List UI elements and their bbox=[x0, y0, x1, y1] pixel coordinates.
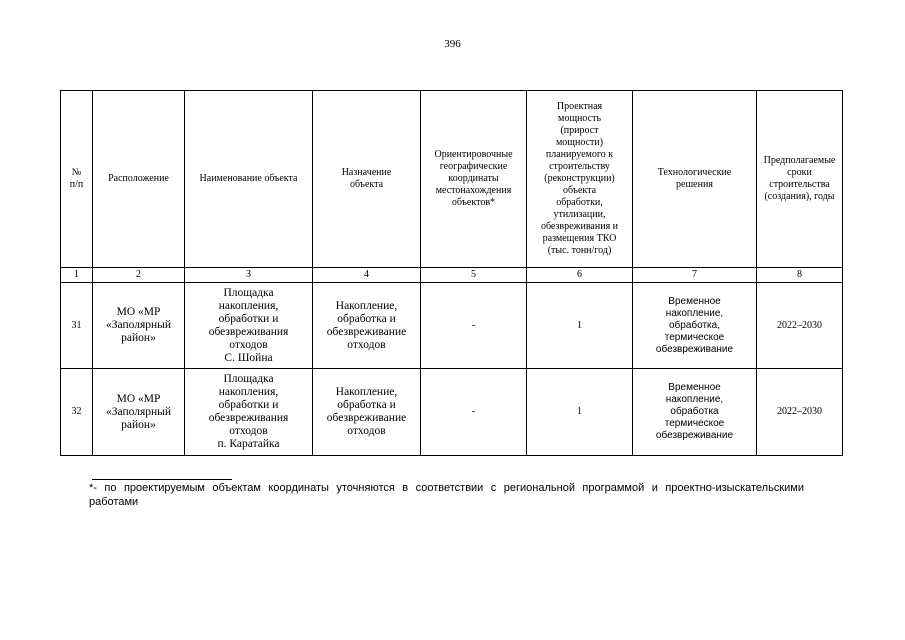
text-line: мощность bbox=[558, 113, 601, 124]
header-cell bbox=[185, 91, 313, 268]
column-number: 8 bbox=[757, 268, 843, 283]
header-coords bbox=[423, 149, 524, 209]
text-line: «Заполярный bbox=[105, 405, 172, 418]
text-line: обезвреживания и bbox=[540, 221, 619, 232]
text-line: (реконструкции) bbox=[544, 173, 615, 184]
text-line: объекта bbox=[349, 179, 384, 190]
row-location bbox=[93, 369, 185, 456]
text-line: Расположение bbox=[108, 173, 169, 184]
text-line: строительству bbox=[549, 161, 610, 172]
row-capacity: 1 bbox=[527, 283, 633, 369]
text-line: объектов* bbox=[451, 197, 496, 208]
text-line: Временное bbox=[668, 382, 721, 393]
column-number: 4 bbox=[313, 268, 421, 283]
row-coordinates: - bbox=[421, 283, 527, 369]
text-line: накопления, bbox=[218, 299, 279, 312]
column-number: 1 bbox=[61, 268, 93, 283]
row-purpose bbox=[313, 283, 421, 369]
row-technology bbox=[633, 283, 757, 369]
text-line: строительства bbox=[769, 179, 830, 190]
text-line: п. Каратайка bbox=[217, 438, 280, 450]
page-number: 396 bbox=[444, 38, 461, 50]
text-line: п/п bbox=[69, 179, 84, 190]
column-number: 3 bbox=[185, 268, 313, 283]
header-cell bbox=[61, 91, 93, 268]
table-row bbox=[61, 369, 843, 456]
text-line: отходов bbox=[229, 425, 268, 437]
text-line: (создания), годы bbox=[764, 191, 835, 202]
text-line: Ориентировочные bbox=[434, 149, 513, 160]
row-location bbox=[93, 283, 185, 369]
text-line: Временное bbox=[668, 295, 721, 307]
text-line: обработка bbox=[670, 406, 719, 417]
text-line: обработка, bbox=[669, 319, 720, 331]
column-number: 2 bbox=[93, 268, 185, 283]
row-object-name bbox=[185, 369, 313, 456]
header-name bbox=[187, 173, 310, 185]
text-line: накопление, bbox=[665, 394, 724, 405]
text-line: обезвреживание bbox=[655, 343, 734, 355]
text-line: С. Шойна bbox=[224, 351, 273, 364]
text-line: накопление, bbox=[665, 307, 724, 319]
text-line: обработка и bbox=[337, 399, 396, 411]
text-line: обработки и bbox=[218, 312, 279, 325]
row-period: 2022–2030 bbox=[757, 369, 843, 456]
header-cell bbox=[421, 91, 527, 268]
text-line: местонахождения bbox=[435, 185, 512, 196]
text-line: обезвреживание bbox=[326, 412, 407, 424]
header-cell bbox=[757, 91, 843, 268]
text-line: мощности) bbox=[555, 137, 604, 148]
text-line: утилизации, bbox=[553, 209, 606, 220]
text-line: № bbox=[71, 167, 82, 178]
header-purpose bbox=[315, 167, 418, 191]
header-location bbox=[95, 173, 182, 185]
header-period bbox=[759, 155, 840, 203]
column-number: 6 bbox=[527, 268, 633, 283]
text-line: отходов bbox=[229, 338, 268, 351]
text-line: отходов bbox=[347, 338, 386, 351]
text-line: отходов bbox=[347, 425, 386, 437]
column-number: 7 bbox=[633, 268, 757, 283]
header-capacity bbox=[529, 101, 630, 257]
row-number: 31 bbox=[61, 283, 93, 369]
text-line: Проектная bbox=[556, 101, 603, 112]
text-line: обработки и bbox=[218, 399, 279, 411]
row-period: 2022–2030 bbox=[757, 283, 843, 369]
text-line: географические bbox=[439, 161, 508, 172]
text-line: объекта bbox=[562, 185, 597, 196]
text-line: район» bbox=[121, 418, 156, 431]
column-number: 5 bbox=[421, 268, 527, 283]
footnote-divider bbox=[92, 479, 232, 480]
header-cell bbox=[313, 91, 421, 268]
column-number-row bbox=[61, 268, 843, 283]
text-line: обезвреживание bbox=[655, 430, 734, 441]
row-coordinates: - bbox=[421, 369, 527, 456]
text-line: район» bbox=[121, 332, 156, 344]
text-line: (тыс. тонн/год) bbox=[547, 245, 612, 256]
row-technology bbox=[633, 369, 757, 456]
text-line: МО «МР bbox=[116, 392, 161, 405]
text-line: Назначение bbox=[341, 167, 392, 178]
text-line: накопления, bbox=[218, 386, 279, 398]
text-line: обезвреживание bbox=[326, 325, 407, 338]
text-line: обработки, bbox=[556, 197, 603, 208]
header-cell bbox=[93, 91, 185, 268]
text-line: размещения ТКО bbox=[542, 233, 617, 244]
text-line: сроки bbox=[787, 167, 812, 178]
text-line: планируемого к bbox=[545, 149, 614, 160]
header-cell bbox=[527, 91, 633, 268]
objects-table bbox=[60, 90, 843, 456]
text-line: Предполагаемые bbox=[763, 155, 836, 166]
footnote-line-2: работами bbox=[89, 496, 139, 508]
footnote-line-1: *- по проектируемым объектам координаты уточняются в соответствии с региональной программой и проектно-изыскательскими bbox=[89, 482, 804, 494]
row-purpose bbox=[313, 369, 421, 456]
text-line: термическое bbox=[664, 418, 725, 429]
text-line: Технологические bbox=[657, 167, 732, 178]
text-line: МО «МР bbox=[116, 306, 161, 318]
text-line: решения bbox=[676, 179, 713, 190]
text-line: Наименование объекта bbox=[199, 173, 298, 184]
header-num bbox=[63, 167, 90, 191]
table-row bbox=[61, 283, 843, 369]
text-line: Площадка bbox=[223, 286, 274, 299]
row-capacity: 1 bbox=[527, 369, 633, 456]
text-line: термическое bbox=[664, 331, 725, 343]
row-object-name bbox=[185, 283, 313, 369]
text-line: обработка и bbox=[337, 312, 396, 325]
text-line: (прирост bbox=[560, 125, 599, 136]
text-line: «Заполярный bbox=[105, 319, 172, 331]
text-line: Накопление, bbox=[335, 299, 398, 312]
header-tech bbox=[635, 167, 754, 191]
text-line: обезвреживания bbox=[208, 412, 289, 424]
text-line: Накопление, bbox=[335, 386, 398, 398]
text-line: обезвреживания bbox=[208, 325, 289, 338]
text-line: координаты bbox=[448, 173, 499, 184]
text-line: Площадка bbox=[223, 373, 274, 385]
header-cell bbox=[633, 91, 757, 268]
table-header-row bbox=[61, 91, 843, 268]
row-number: 32 bbox=[61, 369, 93, 456]
